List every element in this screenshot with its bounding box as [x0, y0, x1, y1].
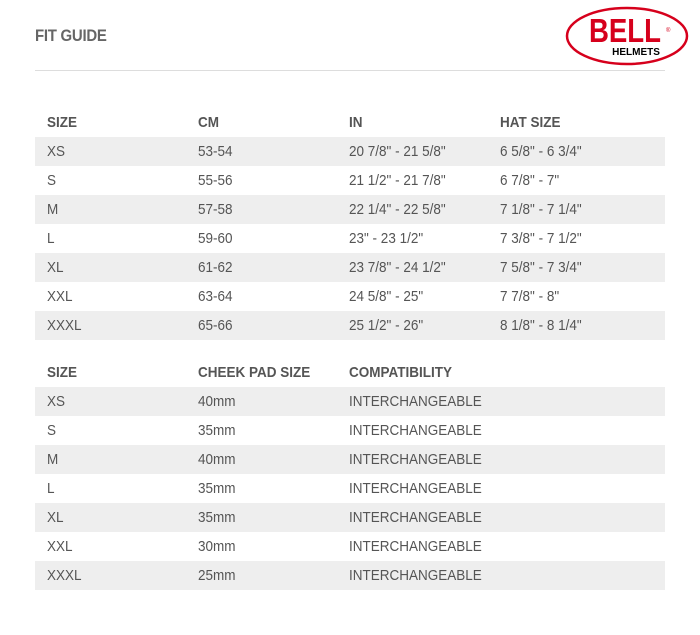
- cell-compatibility: INTERCHANGEABLE: [349, 451, 482, 468]
- bell-helmets-logo: [565, 6, 689, 66]
- cell-hat-size: 6 5/8" - 6 3/4": [500, 143, 582, 160]
- cell-hat-size: 7 1/8" - 7 1/4": [500, 201, 582, 218]
- cell-cm: 53-54: [198, 143, 233, 160]
- table-row: [35, 253, 665, 282]
- cell-compatibility: INTERCHANGEABLE: [349, 538, 482, 555]
- cell-size: XXXL: [47, 567, 82, 584]
- cell-size: M: [47, 451, 59, 468]
- table-header-row: [35, 107, 665, 137]
- cell-size: XXXL: [47, 317, 82, 334]
- page-title: FIT GUIDE: [35, 26, 107, 45]
- table-row: [35, 166, 665, 195]
- cell-cheek-pad-size: 30mm: [198, 538, 236, 555]
- cell-size: XL: [47, 259, 64, 276]
- cell-size: XL: [47, 509, 64, 526]
- cell-size: XXL: [47, 288, 73, 305]
- table-row: [35, 311, 665, 340]
- cell-in: 25 1/2" - 26": [349, 317, 424, 334]
- logo-brand-text: BELL: [588, 12, 662, 50]
- table-row: [35, 416, 665, 445]
- header-cm: CM: [198, 113, 219, 131]
- cell-in: 23 7/8" - 24 1/2": [349, 259, 446, 276]
- cell-size: L: [47, 230, 55, 247]
- cell-size: S: [47, 422, 57, 439]
- cell-cheek-pad-size: 35mm: [198, 509, 236, 526]
- cell-size: XS: [47, 393, 66, 410]
- cell-compatibility: INTERCHANGEABLE: [349, 393, 482, 410]
- table-header-row: [35, 357, 665, 387]
- cell-size: L: [47, 480, 55, 497]
- cell-hat-size: 7 3/8" - 7 1/2": [500, 230, 582, 247]
- cell-cm: 55-56: [198, 172, 233, 189]
- cell-in: 22 1/4" - 22 5/8": [349, 201, 446, 218]
- logo-registered-mark: ®: [666, 28, 671, 34]
- cell-size: XXL: [47, 538, 73, 555]
- table-row: [35, 282, 665, 311]
- table-row: [35, 503, 665, 532]
- cell-cheek-pad-size: 40mm: [198, 451, 236, 468]
- table-row: [35, 561, 665, 590]
- cell-in: 21 1/2" - 21 7/8": [349, 172, 446, 189]
- table-row: [35, 474, 665, 503]
- cell-cheek-pad-size: 35mm: [198, 422, 236, 439]
- cheek-pad-table: [35, 357, 665, 590]
- cell-cheek-pad-size: 40mm: [198, 393, 236, 410]
- cell-size: S: [47, 172, 57, 189]
- cell-in: 23" - 23 1/2": [349, 230, 424, 247]
- logo-sub-text: HELMETS: [612, 47, 660, 58]
- cell-compatibility: INTERCHANGEABLE: [349, 567, 482, 584]
- title-divider: [35, 70, 665, 71]
- cell-hat-size: 6 7/8" - 7": [500, 172, 560, 189]
- cell-cheek-pad-size: 25mm: [198, 567, 236, 584]
- cell-in: 20 7/8" - 21 5/8": [349, 143, 446, 160]
- cell-compatibility: INTERCHANGEABLE: [349, 509, 482, 526]
- cell-in: 24 5/8" - 25": [349, 288, 424, 305]
- cell-cm: 63-64: [198, 288, 233, 305]
- cell-cm: 61-62: [198, 259, 233, 276]
- cell-hat-size: 7 7/8" - 8": [500, 288, 560, 305]
- cell-hat-size: 8 1/8" - 8 1/4": [500, 317, 582, 334]
- header-in: IN: [349, 113, 363, 131]
- table-row: [35, 445, 665, 474]
- cell-size: M: [47, 201, 59, 218]
- table-row: [35, 224, 665, 253]
- cell-cm: 57-58: [198, 201, 233, 218]
- cell-compatibility: INTERCHANGEABLE: [349, 422, 482, 439]
- cell-cm: 59-60: [198, 230, 233, 247]
- table-row: [35, 195, 665, 224]
- fit-guide-table: [35, 107, 665, 340]
- header-cheek-pad-size: CHEEK PAD SIZE: [198, 363, 311, 381]
- cell-compatibility: INTERCHANGEABLE: [349, 480, 482, 497]
- header-size: SIZE: [47, 113, 78, 131]
- table-row: [35, 387, 665, 416]
- cell-cheek-pad-size: 35mm: [198, 480, 236, 497]
- table-row: [35, 532, 665, 561]
- header-size: SIZE: [47, 363, 78, 381]
- cell-cm: 65-66: [198, 317, 233, 334]
- cell-size: XS: [47, 143, 66, 160]
- header-hat-size: HAT SIZE: [500, 113, 561, 131]
- table-row: [35, 137, 665, 166]
- header-compatibility: COMPATIBILITY: [349, 363, 452, 381]
- cell-hat-size: 7 5/8" - 7 3/4": [500, 259, 582, 276]
